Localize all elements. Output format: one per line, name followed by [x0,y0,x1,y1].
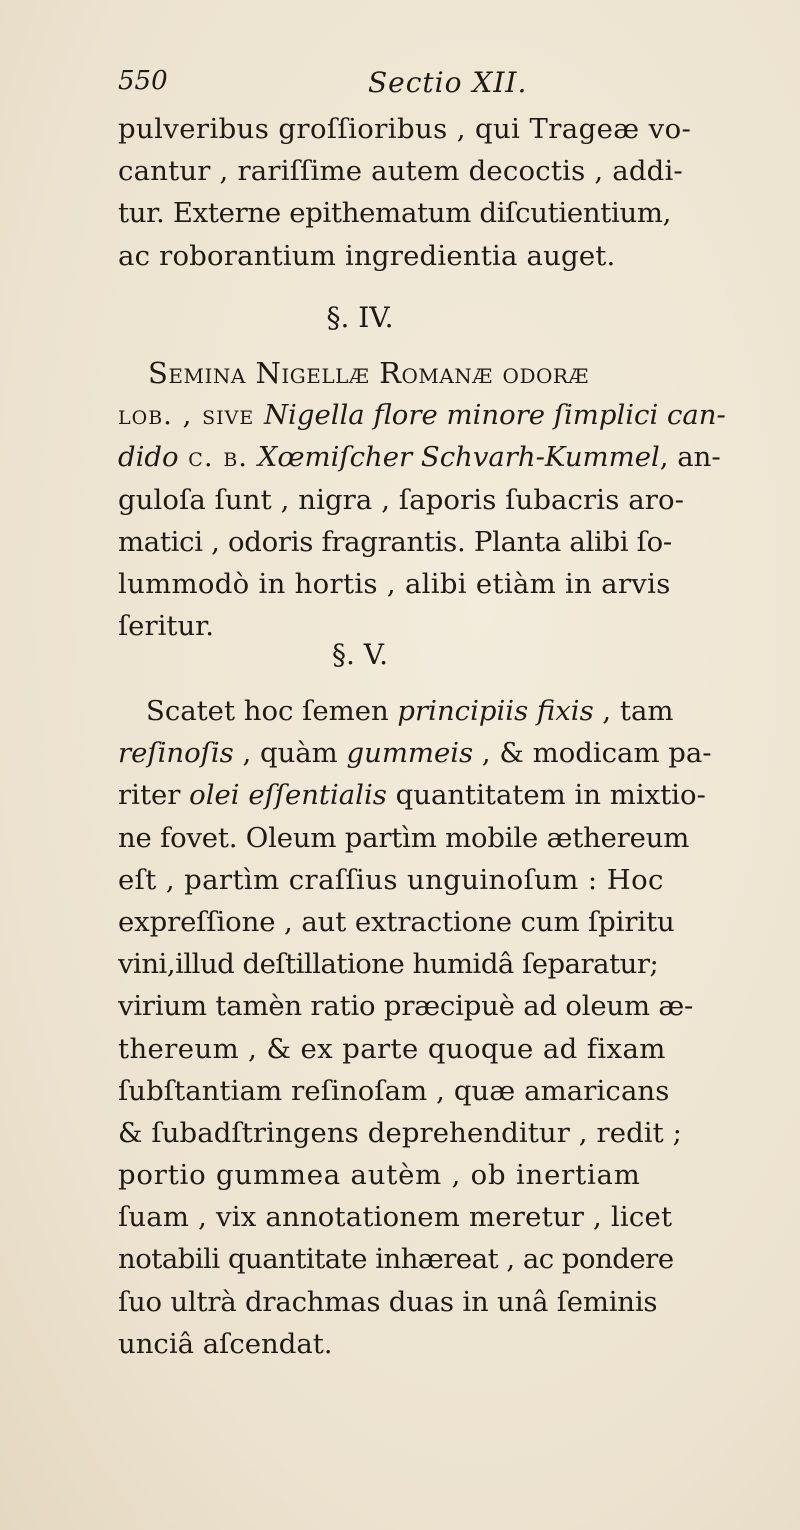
text-line: lummodò in hortis , alibi etiàm in arvis [118,567,671,600]
text-fragment: Scatet hoc ſemen [146,695,398,727]
section-heading-iv: §. IV. [326,301,394,334]
text-line: ac roborantium ingredientia auget. [118,239,616,272]
text-line: & ſubadſtringens deprehenditur , redit ; [118,1116,683,1149]
page-number: 550 [118,66,168,96]
running-head: Sectio XII. [368,66,528,99]
latin-name: Nigella flore minore ſimplici can- [263,399,726,432]
text-line [118,732,710,774]
section-heading-v: §. V. [331,638,389,671]
text-line: thereum , & ex parte quoque ad fixam [118,1032,666,1065]
text-fragment: , tam [593,695,674,727]
text-line: tur. Externe epithematum diſcutientium, [118,197,672,230]
italic-term: reſinoſis [118,737,234,770]
latin-name-cont: dido [118,441,179,474]
text-line: ſuo ultrà drachmas duas in unâ ſeminis [118,1285,658,1318]
text-line [118,690,710,732]
text-fragment: quantitatem in mixtio- [386,779,706,812]
authority-abbrev: c. b. [178,441,258,474]
italic-term: olei eſſentialis [189,779,387,812]
paragraph-2 [118,352,726,647]
text-line [118,394,726,436]
text-line: expreſſione , aut extractione cum ſpiritu [118,905,675,938]
text-line [118,436,721,478]
text-line: unciâ aſcendat. [118,1327,333,1360]
vernacular-name: Xœmiſcher Schvarh-Kummel [257,441,660,474]
text-line: guloſa ſunt , nigra , ſaporis ſubacris aro- [118,483,685,516]
text-line [118,774,710,816]
text-line: ſuam , vix annotationem meretur , licet [118,1201,673,1234]
text-line: notabili quantitate inhæreat , ac pondere [118,1243,674,1276]
text-fragment: , & modicam pa- [473,737,712,770]
text-line: ſeritur. [118,610,215,643]
text-line: eſt , partìm craſſius unguinoſum : Hoc [118,863,664,896]
paragraph-1 [118,108,710,277]
text-line: virium tamèn ratio præcipuè ad oleum æ- [118,990,694,1023]
text-line: cantur , rariſſime autem decoctis , addi- [118,155,683,188]
page-header [118,66,678,106]
text-line: portio gummea autèm , ob inertiam [118,1159,641,1192]
lemma-title: Semina Nigellæ Romanæ odoræ [148,356,589,390]
italic-term: principiis fixis [397,695,594,727]
text-line: ne fovet. Oleum partìm mobile æthereum [118,821,690,854]
italic-term: gummeis [346,737,474,770]
text-line: pulveribus groſſioribus , qui Trageæ vo- [118,113,692,145]
text-line: matici , odoris fragrantis. Planta alibi ſo- [118,525,672,558]
authority-abbrev: lob. , ſive [118,399,264,432]
text-fragment: , an- [659,441,721,474]
text-fragment: riter [118,779,190,812]
text-line: vini,illud deſtillatione humidâ ſeparatur; [118,948,659,981]
text-fragment: , quàm [233,737,347,770]
paragraph-3 [118,690,710,1365]
text-line: ſubſtantiam reſinoſam , quæ amaricans [118,1074,670,1107]
